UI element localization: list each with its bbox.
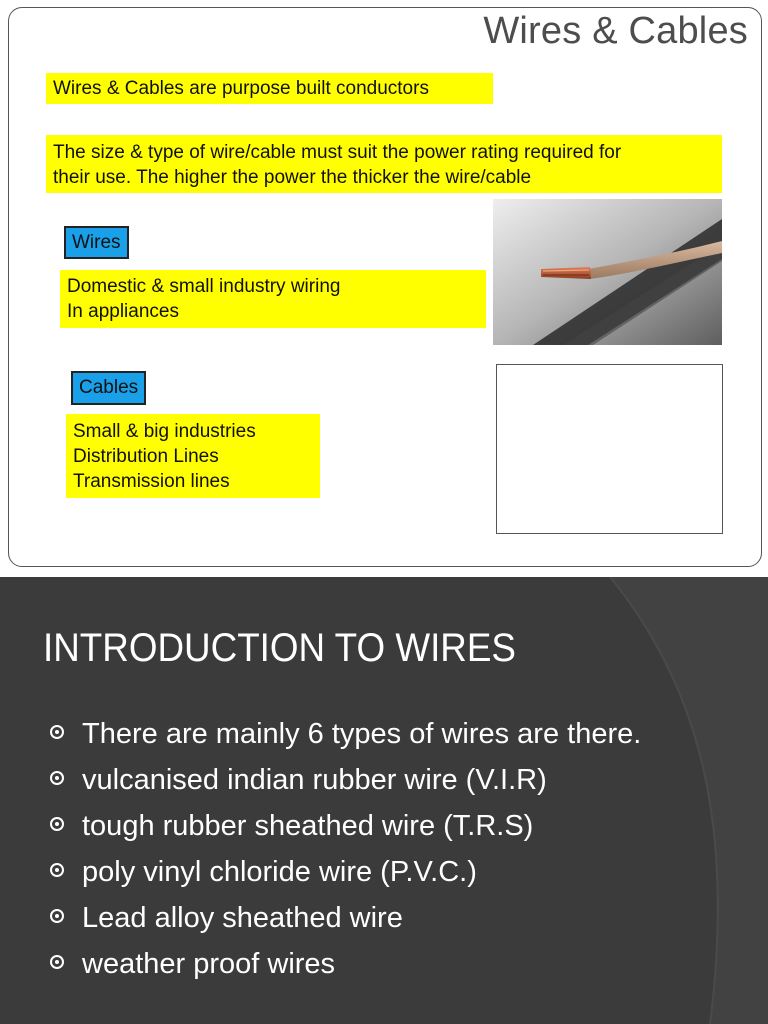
circle-dot-icon xyxy=(50,909,64,923)
slide-title: INTRODUCTION TO WIRES xyxy=(43,626,516,670)
circle-dot-icon xyxy=(50,771,64,785)
image-placeholder xyxy=(496,364,723,534)
list-item xyxy=(50,761,690,800)
purpose-highlight xyxy=(46,73,493,104)
purpose-text: Wires & Cables are purpose built conductors xyxy=(53,78,429,99)
cables-uses-highlight xyxy=(66,414,320,498)
list-item xyxy=(50,807,690,846)
circle-dot-icon xyxy=(50,955,64,969)
wire-types-list xyxy=(50,715,690,991)
wires-use-item: Domestic & small industry wiring xyxy=(67,276,341,297)
wires-uses-highlight xyxy=(60,270,486,328)
list-item-text: weather proof wires xyxy=(82,948,336,980)
cables-use-item: Small & big industries xyxy=(73,421,256,442)
list-item-text: There are mainly 6 types of wires are there. xyxy=(82,718,642,750)
size-type-line: The size & type of wire/cable must suit the power rating required for xyxy=(53,142,622,163)
list-item xyxy=(50,945,690,984)
list-item-text: poly vinyl chloride wire (P.V.C.) xyxy=(82,856,477,888)
circle-dot-icon xyxy=(50,817,64,831)
list-item xyxy=(50,853,690,892)
wire-illustration xyxy=(493,199,722,345)
cables-label: Cables xyxy=(71,371,146,405)
list-item-text: Lead alloy sheathed wire xyxy=(82,902,403,934)
wires-use-item: In appliances xyxy=(67,301,179,322)
circle-dot-icon xyxy=(50,725,64,739)
size-type-highlight xyxy=(46,135,722,193)
size-type-line: their use. The higher the power the thicker the wire/cable xyxy=(53,167,532,188)
circle-dot-icon xyxy=(50,863,64,877)
list-item-text: vulcanised indian rubber wire (V.I.R) xyxy=(82,764,547,796)
slide-introduction-to-wires xyxy=(0,577,768,1024)
slide-title: Wires & Cables xyxy=(483,10,748,52)
wires-label: Wires xyxy=(64,226,129,259)
list-item xyxy=(50,899,690,938)
cables-use-item: Distribution Lines xyxy=(73,446,219,467)
cables-use-item: Transmission lines xyxy=(73,471,230,492)
wire-photo xyxy=(493,199,722,345)
list-item-text: tough rubber sheathed wire (T.R.S) xyxy=(82,810,534,842)
list-item xyxy=(50,715,690,754)
